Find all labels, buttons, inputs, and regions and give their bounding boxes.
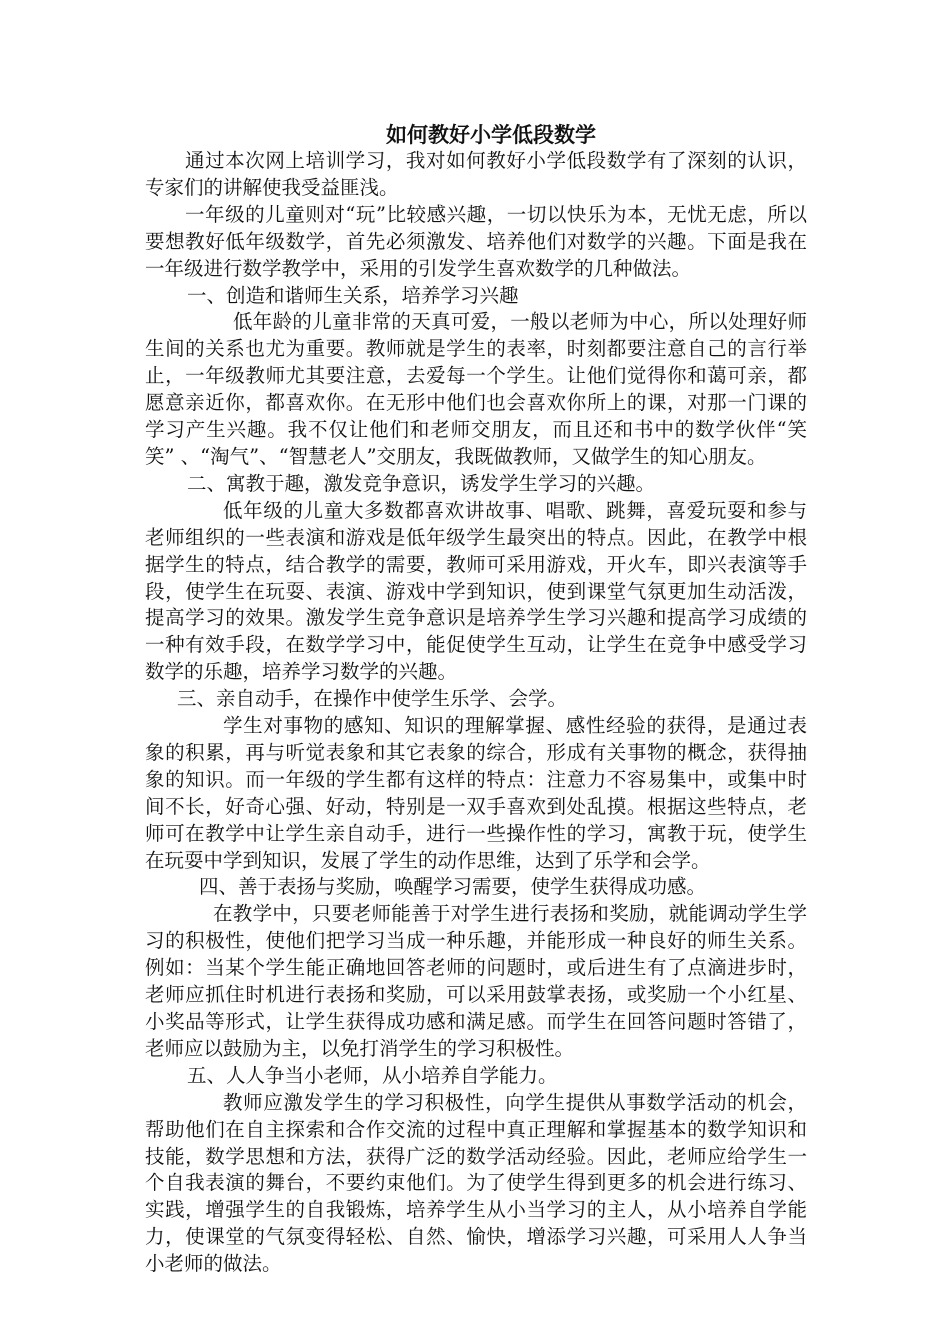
- section-4-paragraph: 在教学中，只要老师能善于对学生进行表扬和奖励，就能调动学生学习的积极性，使他们把学习当成一种乐趣，并能形成一种良好的师生关系。例如：当某个学生能正确地回答老师的问题时，或后进生有了点滴进步时，老师应抓住时机进行表扬和奖励，可以采用鼓掌表扬，或奖励一个小红星、小奖品等形式，让学生获得成功感和满足感。而学生在回答问题时答错了，老师应以鼓励为主，以免打消学生的学习积极性。: [145, 902, 807, 1060]
- section-4-heading: 四、善于表扬与奖励，唤醒学习需要，使学生获得成功感。: [199, 875, 707, 899]
- section-5-paragraph: 教师应激发学生的学习积极性，向学生提供从事数学活动的机会，帮助他们在自主探索和合作交流的过程中真正理解和掌握基本的数学知识和技能，数学思想和方法，获得广泛的数学活动经验。因此，老师应给学生一个自我表演的舞台，不要约束他们。为了使学生得到更多的机会进行练习、实践，增强学生的自我锻炼，培养学生从小当学习的主人，从小培养自学能力，使课堂的气氛变得轻松、自然、愉快，增添学习兴趣，可采用人人争当小老师的做法。: [145, 1090, 807, 1276]
- intro-paragraph-1: 通过本次网上培训学习，我对如何教好小学低段数学有了深刻的认识，专家们的讲解使我受益匪浅。: [145, 149, 807, 199]
- section-2-heading: 二、寓教于趣，激发竞争意识，诱发学生学习的兴趣。: [187, 471, 656, 495]
- section-3-paragraph: 学生对事物的感知、知识的理解掌握、感性经验的获得，是通过表象的积累，再与听觉表象和其它表象的综合，形成有关事物的概念，获得抽象的知识。而一年级的学生都有这样的特点：注意力不容易集中，或集中时间不长，好奇心强、好动，特别是一双手喜欢到处乱摸。根据这些特点，老师可在教学中让学生亲自动手，进行一些操作性的学习，寓教于玩，使学生在玩耍中学到知识，发展了学生的动作思维，达到了乐学和会学。: [145, 714, 807, 872]
- section-2-paragraph: 低年级的儿童大多数都喜欢讲故事、唱歌、跳舞，喜爱玩耍和参与老师组织的一些表演和游戏是低年级学生最突出的特点。因此，在教学中根据学生的特点，结合教学的需要，教师可采用游戏，开火车，即兴表演等手段，使学生在玩耍、表演、游戏中学到知识，使到课堂气氛更加生动活泼，提高学习的效果。激发学生竞争意识是培养学生学习兴趣和提高学习成绩的一种有效手段，在数学学习中，能促使学生互动，让学生在竞争中感受学习数学的乐趣，培养学习数学的兴趣。: [145, 498, 807, 684]
- intro-paragraph-2: 一年级的儿童则对“玩”比较感兴趣，一切以快乐为本，无忧无虑，所以要想教好低年级数学，首先必须激发、培养他们对数学的兴趣。下面是我在一年级进行数学教学中，采用的引发学生喜欢数学的几种做法。: [145, 202, 807, 280]
- section-5-heading: 五、人人争当小老师，从小培养自学能力。: [187, 1063, 558, 1087]
- document-body: [145, 122, 807, 1278]
- document-title: 如何教好小学低段数学: [386, 122, 596, 147]
- section-3-heading: 三、亲自动手，在操作中使学生乐学、会学。: [177, 687, 568, 711]
- section-1-paragraph: 低年龄的儿童非常的天真可爱，一般以老师为中心，所以处理好师生间的关系也尤为重要。教师就是学生的表率，时刻都要注意自己的言行举止，一年级教师尤其要注意，去爱每一个学生。让他们觉得你和蔼可亲，都愿意亲近你，都喜欢你。在无形中他们也会喜欢你所上的课，对那一门课的学习产生兴趣。我不仅让他们和老师交朋友，而且还和书中的数学伙伴“笑笑” 、“淘气”、“智慧老人”交朋友，我既做教师，又做学生的知心朋友。: [145, 310, 807, 468]
- section-1-heading: 一、创造和谐师生关系，培养学习兴趣: [187, 283, 519, 307]
